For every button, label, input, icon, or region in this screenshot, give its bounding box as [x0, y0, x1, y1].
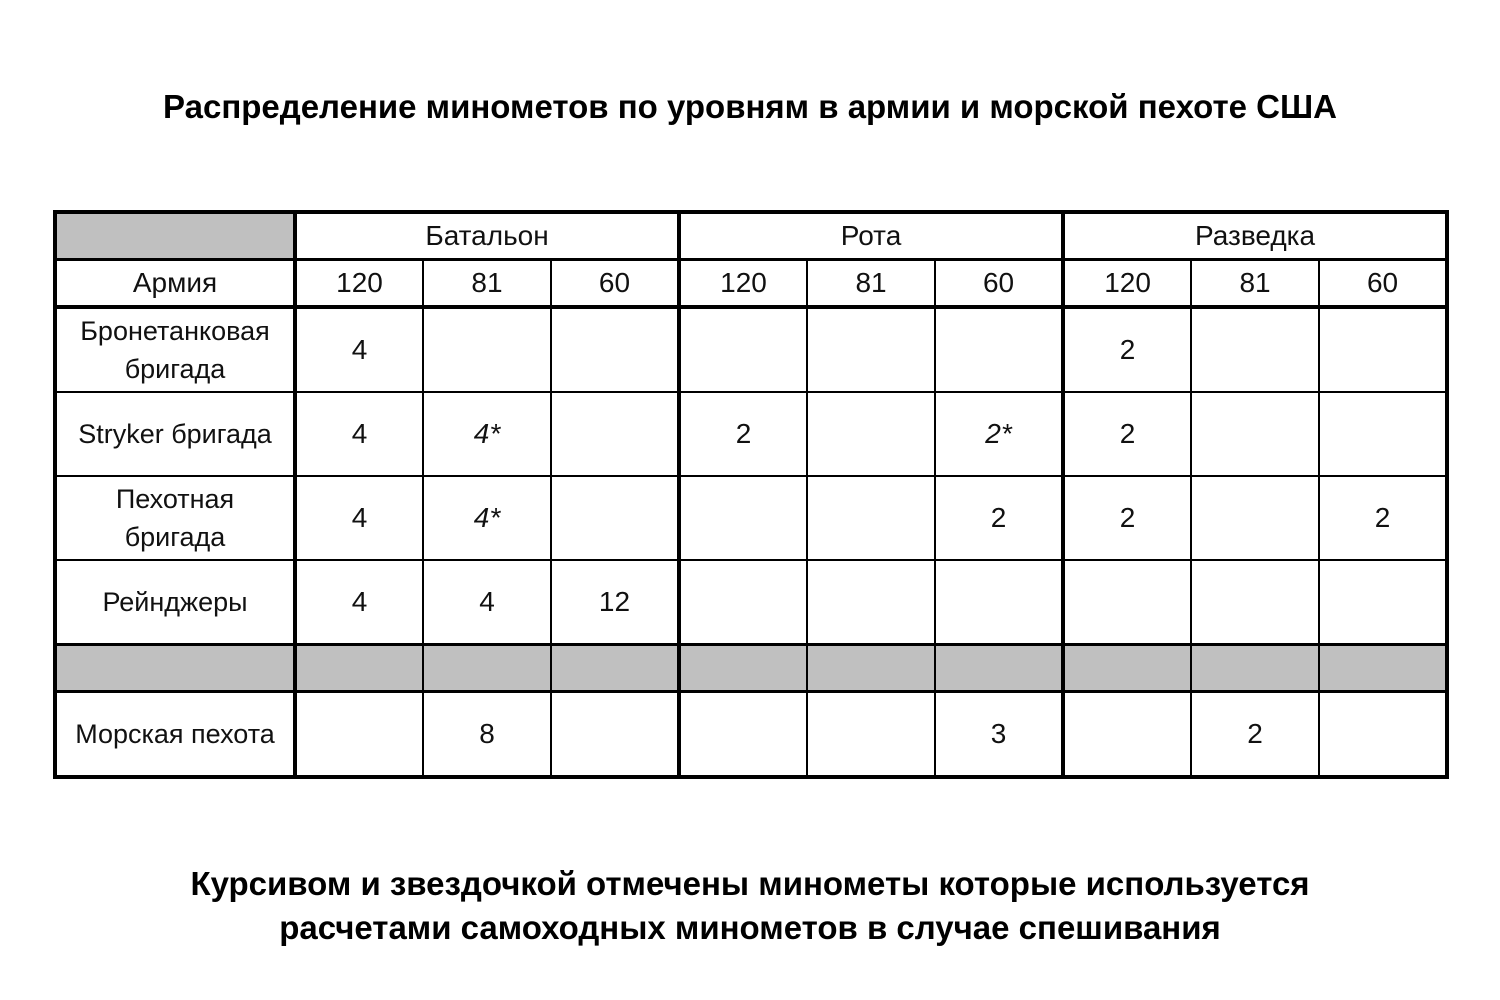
caliber-header: 81: [423, 260, 551, 308]
table-cell: [551, 392, 679, 476]
caliber-header: 60: [551, 260, 679, 308]
table-cell: [807, 392, 935, 476]
table-cell: 2: [1319, 476, 1447, 560]
table-cell: 4: [295, 307, 423, 392]
table-cell: [679, 560, 807, 645]
separator-cell: [679, 645, 807, 692]
table-row: [55, 392, 1447, 476]
separator-cell: [1063, 645, 1191, 692]
footnote-line: Курсивом и звездочкой отмечены минометы которые используется: [190, 865, 1310, 902]
mortar-distribution-table: [53, 210, 1449, 779]
row-label-marines: Морская пехота: [55, 692, 295, 778]
table-cell: [935, 560, 1063, 645]
table-row: [55, 476, 1447, 560]
separator-cell: [423, 645, 551, 692]
caliber-header: 120: [1063, 260, 1191, 308]
group-header-company: Рота: [679, 212, 1063, 260]
table-cell: 2: [679, 392, 807, 476]
table-cell: [1319, 307, 1447, 392]
army-header-cell: Армия: [55, 260, 295, 308]
row-label-rangers: Рейнджеры: [55, 560, 295, 645]
table-cell-dismounted: 4*: [423, 476, 551, 560]
table-cell: 4: [423, 560, 551, 645]
row-label-line: бригада: [124, 354, 226, 384]
table-cell: [935, 307, 1063, 392]
table-cell: [1319, 392, 1447, 476]
table-row-marines: [55, 692, 1447, 778]
table-cell: [679, 476, 807, 560]
caliber-header: 60: [1319, 260, 1447, 308]
table-cell: 3: [935, 692, 1063, 778]
row-label-line: бригада: [124, 522, 226, 552]
table-cell: [1191, 476, 1319, 560]
table-cell: 2: [1063, 392, 1191, 476]
table-cell: 2: [1063, 476, 1191, 560]
row-label-armored-brigade: [55, 307, 295, 392]
table-cell: [1191, 307, 1319, 392]
table-cell: 2: [1063, 307, 1191, 392]
table-cell-dismounted: 2*: [935, 392, 1063, 476]
table-cell: 2: [1191, 692, 1319, 778]
table-cell: 12: [551, 560, 679, 645]
table-cell-dismounted: 4*: [423, 392, 551, 476]
table-cell: [295, 692, 423, 778]
row-label-infantry-brigade: [55, 476, 295, 560]
separator-cell: [1191, 645, 1319, 692]
row-label-line: Пехотная: [115, 483, 235, 514]
footnote: [0, 862, 1500, 950]
corner-cell: [55, 212, 295, 260]
table-cell: 4: [295, 392, 423, 476]
separator-cell: [807, 645, 935, 692]
table-cell: 4: [295, 476, 423, 560]
group-header-row: [55, 212, 1447, 260]
table-cell: [551, 307, 679, 392]
table-cell: [1319, 560, 1447, 645]
caliber-header: 81: [1191, 260, 1319, 308]
table-cell: [1319, 692, 1447, 778]
group-header-recon: Разведка: [1063, 212, 1447, 260]
table-cell: [423, 307, 551, 392]
table-cell: [1063, 560, 1191, 645]
caliber-header: 120: [295, 260, 423, 308]
table-cell: 2: [935, 476, 1063, 560]
table-cell: [807, 476, 935, 560]
separator-cell: [551, 645, 679, 692]
separator-cell: [1319, 645, 1447, 692]
table-cell: [1191, 560, 1319, 645]
table-cell: [1191, 392, 1319, 476]
table-row: [55, 560, 1447, 645]
table-cell: [679, 692, 807, 778]
footnote-line: расчетами самоходных минометов в случае спешивания: [279, 909, 1221, 946]
table-cell: [1063, 692, 1191, 778]
table-row: [55, 307, 1447, 392]
separator-row: [55, 645, 1447, 692]
table-cell: [807, 560, 935, 645]
table-cell: [551, 692, 679, 778]
separator-cell: [935, 645, 1063, 692]
table-cell: 4: [295, 560, 423, 645]
caliber-header: 60: [935, 260, 1063, 308]
table-cell: [679, 307, 807, 392]
table-cell: [551, 476, 679, 560]
table-cell: [807, 692, 935, 778]
caliber-header: 120: [679, 260, 807, 308]
row-label-line: Бронетанковая: [80, 315, 270, 346]
row-label-stryker-brigade: Stryker бригада: [55, 392, 295, 476]
group-header-battalion: Батальон: [295, 212, 679, 260]
caliber-header-row: [55, 260, 1447, 308]
table-cell: [807, 307, 935, 392]
separator-cell: [55, 645, 295, 692]
page-title: Распределение минометов по уровням в армии и морской пехоте США: [163, 88, 1337, 125]
table-cell: 8: [423, 692, 551, 778]
separator-cell: [295, 645, 423, 692]
caliber-header: 81: [807, 260, 935, 308]
